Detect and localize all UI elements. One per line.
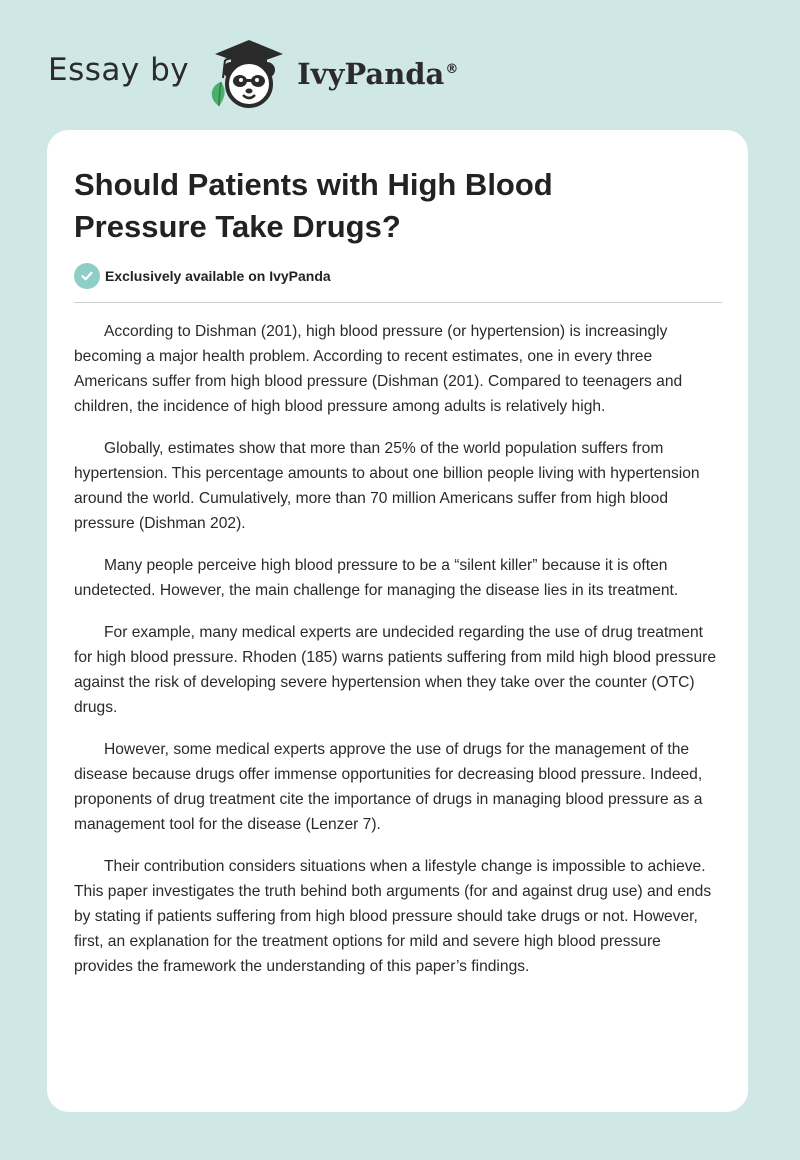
essay-body [74,319,724,996]
essay-by-label: Essay by [48,52,190,88]
exclusive-badge-text: Exclusively available on IvyPanda [105,268,331,284]
brand-name[interactable] [297,57,458,91]
essay-paragraph: According to Dishman (201), high blood pressure (or hypertension) is increasingly becoming a major health problem. According to recent estimates, one in every three Americans suffer from high blood pressure (Dishman (201). Compared to teenagers and children, the incidence of high blood pressure among adults is relatively high. [74,323,683,415]
exclusive-badge [74,263,331,289]
title-divider [74,302,722,303]
panda-graduate-logo-icon[interactable] [205,34,291,110]
essay-paragraph: Globally, estimates show that more than 25% of the world population suffers from hypertension. This percentage amounts to about one billion people living with hypertension around the world. Cumulatively, more than 70 million Americans suffer from high blood pressure (Dishman 202). [74,440,700,532]
essay-paragraph: However, some medical experts approve the use of drugs for the management of the disease because drugs offer immense opportunities for decreasing blood pressure. Indeed, proponents of drug treatment cite the importance of drugs in managing blood pressure as a management tool for the disease (Lenzer 7). [74,741,703,833]
checkmark-circle-icon [74,263,100,289]
essay-paragraph: For example, many medical experts are undecided regarding the use of drug treatment for high blood pressure. Rhoden (185) warns patients suffering from mild high blood pressure against the risk of developing severe hypertension when they take over the counter (OTC) drugs. [74,624,717,716]
essay-paragraph: Many people perceive high blood pressure to be a “silent killer” because it is often undetected. However, the main challenge for managing the disease lies in its treatment. [74,557,679,599]
brand-name-text: IvyPanda [297,57,445,91]
registered-mark: ® [445,62,459,78]
site-header [48,34,458,110]
essay-card [47,130,748,1112]
essay-paragraph: Their contribution considers situations when a lifestyle change is impossible to achieve. This paper investigates the truth behind both arguments (for and against drug use) and ends by stating if patients suffering from high blood pressure should take drugs or not. However, first, an explanation for the treatment options for mild and severe high blood pressure provides the framework the understanding of this paper’s findings. [74,858,712,975]
essay-title: Should Patients with High Blood Pressure Take Drugs? [74,167,553,244]
